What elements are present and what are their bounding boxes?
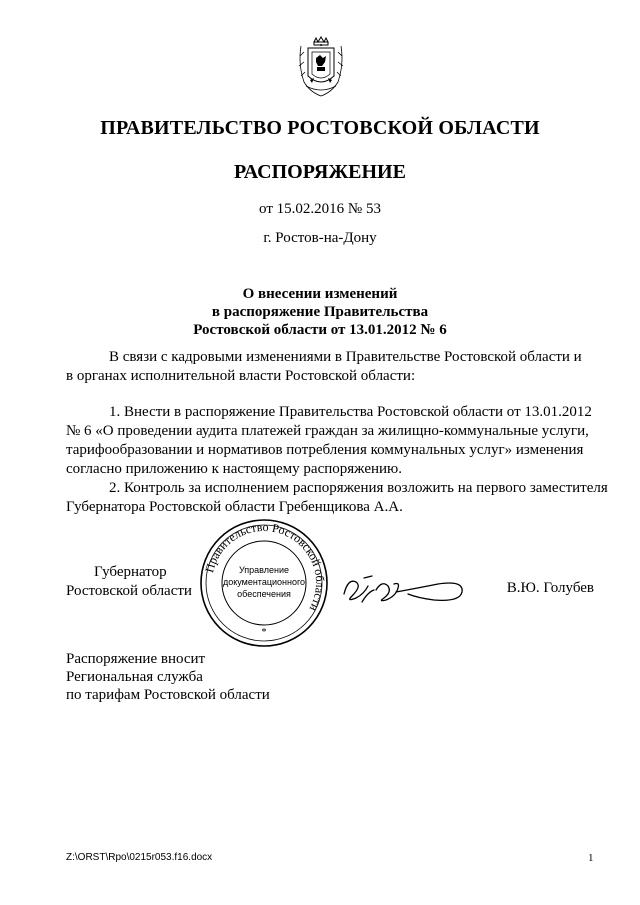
preamble-paragraph [66, 348, 595, 386]
seal-center-line: документационного [222, 577, 306, 587]
text-line: Губернатора Ростовской области Гребенщикова А.А. [66, 499, 403, 515]
subject-line: в распоряжение Правительства [211, 304, 429, 320]
government-title: ПРАВИТЕЛЬСТВО РОСТОВСКОЙ ОБЛАСТИ [100, 117, 540, 139]
submitter-line: Распоряжение вносит [66, 651, 206, 667]
text-line: 1. Внести в распоряжение Правительства Ростовской области от 13.01.2012 [109, 404, 592, 420]
text-line: согласно приложению к настоящему распоряжению. [66, 461, 403, 477]
text-line: № 6 «О проведении аудита платежей граждан за жилищно-коммунальные услуги, [66, 423, 589, 439]
submitter-line: Региональная служба [66, 669, 203, 685]
footer-file-path: Z:\ORST\Rpo\0215r053.f16.docx [66, 852, 213, 863]
text-line: В связи с кадровыми изменениями в Правительстве Ростовской области и [109, 349, 582, 365]
text-line: в органах исполнительной власти Ростовской области: [66, 368, 416, 384]
signer-title [66, 563, 192, 601]
submitter-block [66, 650, 270, 704]
handwritten-signature-icon [338, 568, 468, 612]
coat-of-arms-icon [296, 36, 346, 100]
text-line: 2. Контроль за исполнением распоряжения возложить на первого заместителя [109, 480, 608, 496]
seal-center-line: Управление [238, 565, 290, 575]
document-type: РАСПОРЯЖЕНИЕ [234, 161, 406, 183]
text-line: тарифообразовании и нормативов потребления коммунальных услуг» изменения [66, 442, 584, 458]
item-1-paragraph [66, 403, 595, 479]
date-number: от 15.02.2016 № 53 [259, 201, 381, 217]
city: г. Ростов-на-Дону [263, 230, 377, 246]
subject-line: О внесении изменений [242, 286, 398, 302]
signer-title-line: Ростовской области [66, 583, 192, 599]
submitter-line: по тарифам Ростовской области [66, 687, 270, 703]
subject-heading [0, 285, 640, 339]
signer-name: В.Ю. Голубев [506, 580, 594, 596]
seal-ring-text: Правительство Ростовской области [202, 519, 328, 614]
official-seal-icon [198, 517, 330, 649]
svg-text:*: * [261, 627, 267, 638]
subject-line: Ростовской области от 13.01.2012 № 6 [193, 322, 447, 338]
page-number: 1 [588, 852, 594, 864]
signer-title-line: Губернатор [94, 564, 167, 580]
item-2-paragraph [66, 479, 608, 517]
seal-center-line: обеспечения [237, 589, 291, 599]
